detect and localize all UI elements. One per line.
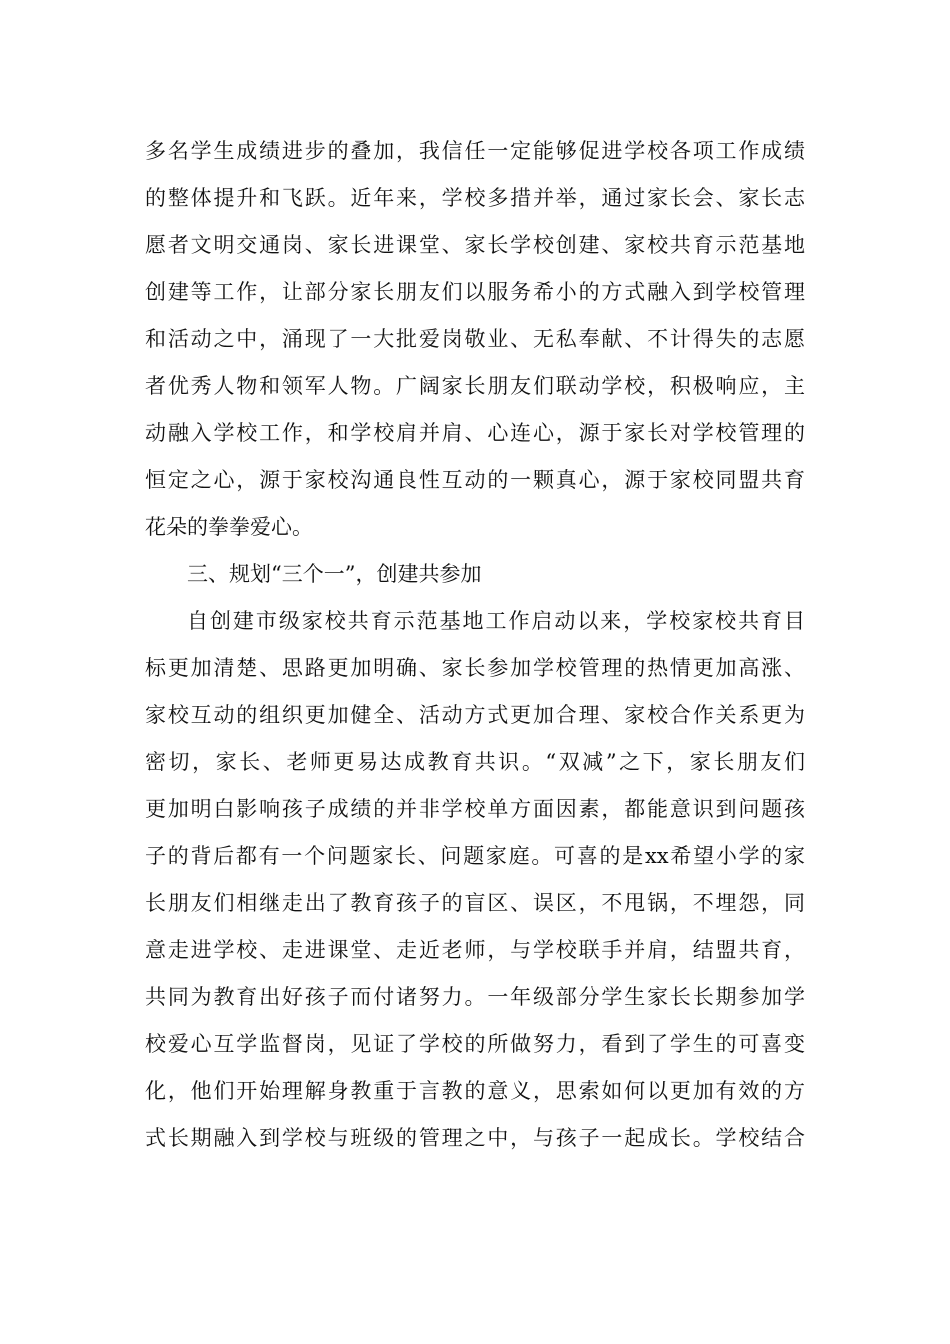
paragraph-line: 家校互动的组织更加健全、活动方式更加合理、家校合作关系更为	[145, 703, 805, 727]
paragraph-line: 的整体提升和飞跃。近年来，学校多措并举，通过家长会、家长志	[145, 186, 805, 210]
paragraph-line: 意走进学校、走进课堂、走近老师，与学校联手并肩，结盟共育，	[145, 938, 805, 962]
paragraph-line: 恒定之心，源于家校沟通良性互动的一颗真心，源于家校同盟共育	[145, 468, 805, 492]
paragraph-line: 和活动之中，涌现了一大批爱岗敬业、无私奉献、不计得失的志愿	[145, 327, 805, 351]
paragraph-line: 自创建市级家校共育示范基地工作启动以来，学校家校共育目	[187, 609, 805, 633]
paragraph-line: 子的背后都有一个问题家长、问题家庭。可喜的是xx希望小学的家	[145, 844, 805, 868]
paragraph-line: 更加明白影响孩子成绩的并非学校单方面因素，都能意识到问题孩	[145, 797, 805, 821]
paragraph-line: 多名学生成绩进步的叠加，我信任一定能够促进学校各项工作成绩	[145, 139, 805, 163]
paragraph-line: 标更加清楚、思路更加明确、家长参加学校管理的热情更加高涨、	[145, 656, 805, 680]
section-heading: 三、规划“三个一”，创建共参加	[187, 562, 482, 586]
paragraph-line: 化，他们开始理解身教重于言教的意义，思索如何以更加有效的方	[145, 1079, 805, 1103]
paragraph-line: 动融入学校工作，和学校肩并肩、心连心，源于家长对学校管理的	[145, 421, 805, 445]
paragraph-line: 长朋友们相继走出了教育孩子的盲区、误区，不甩锅，不埋怨，同	[145, 891, 805, 915]
paragraph-line: 密切，家长、老师更易达成教育共识。“双减”之下，家长朋友们	[145, 750, 805, 774]
paragraph-line: 创建等工作，让部分家长朋友们以服务希小的方式融入到学校管理	[145, 280, 805, 304]
paragraph-line: 者优秀人物和领军人物。广阔家长朋友们联动学校，积极响应，主	[145, 374, 805, 398]
paragraph-line: 校爱心互学监督岗，见证了学校的所做努力，看到了学生的可喜变	[145, 1032, 805, 1056]
paragraph-line: 式长期融入到学校与班级的管理之中，与孩子一起成长。学校结合	[145, 1126, 805, 1150]
paragraph-line: 花朵的拳拳爱心。	[145, 515, 313, 539]
paragraph-line: 共同为教育出好孩子而付诸努力。一年级部分学生家长长期参加学	[145, 985, 805, 1009]
paragraph-line: 愿者文明交通岗、家长进课堂、家长学校创建、家校共育示范基地	[145, 233, 805, 257]
